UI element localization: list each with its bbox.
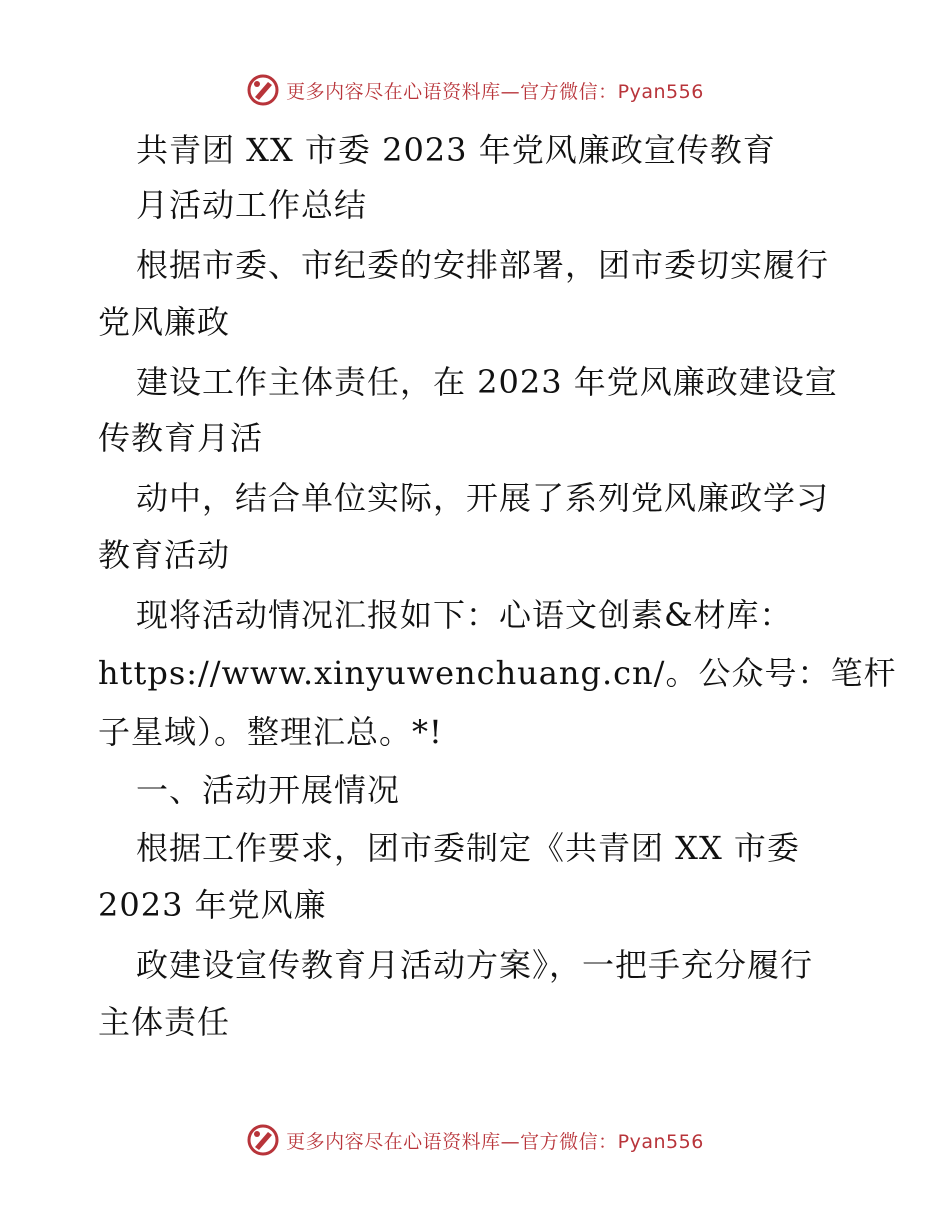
header-watermark — [0, 70, 950, 110]
seal-logo-icon — [246, 73, 280, 107]
doc-paragraph-line: 动中，结合单位实际，开展了系列党风廉政学习 — [136, 479, 830, 517]
doc-paragraph-line: 现将活动情况汇报如下：心语文创素&材库： — [136, 596, 793, 634]
doc-paragraph-line: 建设工作主体责任，在 2023 年党风廉政建设宣 — [136, 363, 838, 401]
doc-paragraph-line: 教育活动 — [98, 536, 231, 574]
watermark-wechat-id: Pyan556 — [617, 80, 704, 103]
watermark-text: 更多内容尽在心语资料库—官方微信：Pyan556 — [286, 1130, 704, 1153]
doc-paragraph-line: 根据工作要求，团市委制定《共青团 XX 市委 — [136, 829, 800, 867]
doc-paragraph-line: 子星域）。整理汇总。*! — [98, 713, 443, 751]
doc-title-line-2: 月活动工作总结 — [136, 186, 368, 224]
doc-paragraph-line: 主体责任 — [98, 1003, 231, 1041]
seal-logo-icon — [246, 1123, 280, 1157]
doc-title-line-1: 共青团 XX 市委 2023 年党风廉政宣传教育 — [136, 131, 776, 169]
doc-paragraph-line: 传教育月活 — [98, 419, 264, 457]
section-heading: 一、活动开展情况 — [136, 771, 401, 809]
watermark-wechat-id: Pyan556 — [617, 1130, 704, 1153]
watermark-text: 更多内容尽在心语资料库—官方微信：Pyan556 — [286, 80, 704, 103]
doc-paragraph-line: https://www.xinyuwenchuang.cn/。公众号：笔杆 — [98, 654, 897, 692]
doc-paragraph-line: 政建设宣传教育月活动方案》，一把手充分履行 — [136, 946, 814, 984]
doc-paragraph-line: 2023 年党风廉 — [98, 886, 327, 924]
doc-paragraph-line: 根据市委、市纪委的安排部署，团市委切实履行 — [136, 246, 830, 284]
footer-watermark — [0, 1120, 950, 1160]
doc-paragraph-line: 党风廉政 — [98, 303, 231, 341]
